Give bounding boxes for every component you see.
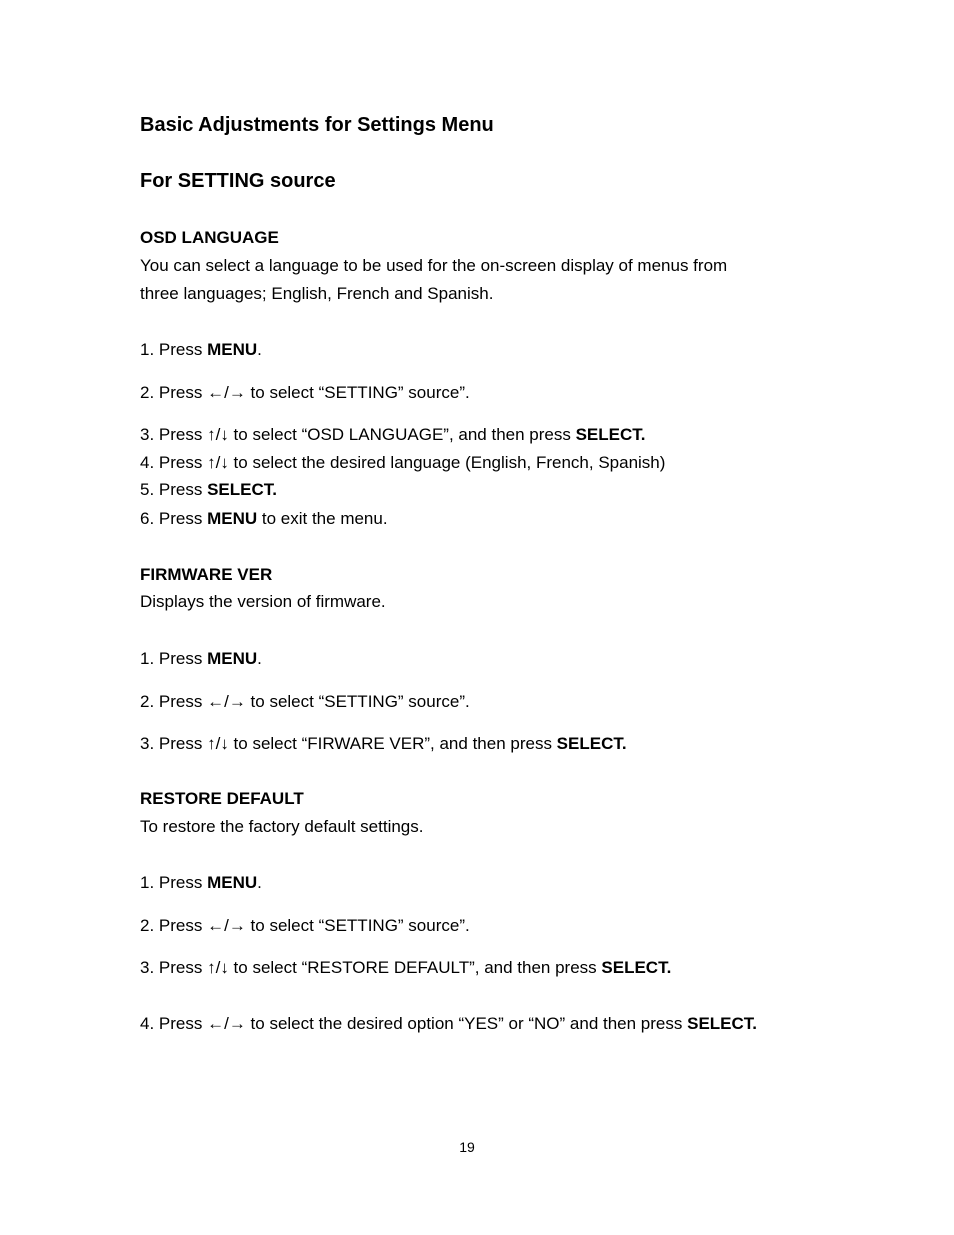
step-text: to select “FIRWARE VER”, and then press bbox=[228, 734, 557, 753]
step-text: to select “SETTING” source”. bbox=[245, 383, 470, 402]
step-text: 4. Press bbox=[140, 1014, 208, 1033]
step-text: . bbox=[257, 873, 262, 892]
step-text: 2. Press bbox=[140, 383, 208, 402]
osd-step-3 bbox=[140, 425, 645, 445]
step-key: SELECT. bbox=[575, 425, 646, 444]
restore-default-heading: RESTORE DEFAULT bbox=[140, 789, 304, 808]
step-key: MENU bbox=[207, 873, 258, 892]
section-subtitle: For SETTING source bbox=[140, 170, 336, 192]
step-text: 3. Press bbox=[140, 425, 208, 444]
step-text: to select the desired option “YES” or “NO” and then press bbox=[245, 1014, 688, 1033]
up-down-arrow-icon: ↑/↓ bbox=[207, 425, 229, 444]
left-right-arrow-icon: ←/→ bbox=[207, 692, 246, 711]
osd-language-desc-line1: You can select a language to be used for the on-screen display of menus from bbox=[140, 256, 728, 275]
step-text: to select “SETTING” source”. bbox=[245, 916, 470, 935]
osd-language-heading: OSD LANGUAGE bbox=[140, 228, 279, 247]
step-key: SELECT. bbox=[556, 734, 627, 753]
step-text: to select “OSD LANGUAGE”, and then press bbox=[228, 425, 576, 444]
up-down-arrow-icon: ↑/↓ bbox=[207, 734, 229, 753]
step-key: MENU bbox=[207, 649, 258, 668]
step-key: SELECT. bbox=[601, 958, 672, 977]
step-text: 5. Press bbox=[140, 480, 208, 499]
step-text: 6. Press bbox=[140, 509, 208, 528]
step-key: MENU bbox=[207, 509, 258, 528]
osd-step-5 bbox=[140, 480, 277, 500]
osd-step-1 bbox=[140, 340, 262, 360]
step-text: to exit the menu. bbox=[257, 509, 388, 528]
step-text: 3. Press bbox=[140, 958, 208, 977]
step-text: 3. Press bbox=[140, 734, 208, 753]
left-right-arrow-icon: ←/→ bbox=[207, 1014, 246, 1033]
osd-step-6 bbox=[140, 509, 388, 529]
firmware-step-2 bbox=[140, 692, 470, 712]
restore-step-3 bbox=[140, 958, 671, 978]
up-down-arrow-icon: ↑/↓ bbox=[207, 453, 229, 472]
up-down-arrow-icon: ↑/↓ bbox=[207, 958, 229, 977]
step-text: . bbox=[257, 340, 262, 359]
firmware-step-3 bbox=[140, 734, 627, 754]
firmware-ver-desc: Displays the version of firmware. bbox=[140, 592, 386, 611]
osd-step-4 bbox=[140, 453, 665, 473]
restore-default-desc: To restore the factory default settings. bbox=[140, 817, 424, 836]
step-text: to select “RESTORE DEFAULT”, and then press bbox=[228, 958, 602, 977]
left-right-arrow-icon: ←/→ bbox=[207, 383, 246, 402]
step-text: to select the desired language (English, French, Spanish) bbox=[228, 453, 666, 472]
restore-step-2 bbox=[140, 916, 470, 936]
step-text: 4. Press bbox=[140, 453, 208, 472]
step-text: to select “SETTING” source”. bbox=[245, 692, 470, 711]
page-title: Basic Adjustments for Settings Menu bbox=[140, 114, 494, 136]
step-key: MENU bbox=[207, 340, 258, 359]
osd-language-desc-line2: three languages; English, French and Spanish. bbox=[140, 284, 494, 303]
step-text: 1. Press bbox=[140, 873, 208, 892]
step-text: 1. Press bbox=[140, 649, 208, 668]
step-text: 2. Press bbox=[140, 692, 208, 711]
step-key: SELECT. bbox=[687, 1014, 758, 1033]
step-text: . bbox=[257, 649, 262, 668]
restore-step-1 bbox=[140, 873, 262, 893]
restore-step-4 bbox=[140, 1014, 757, 1034]
step-text: 2. Press bbox=[140, 916, 208, 935]
firmware-ver-heading: FIRMWARE VER bbox=[140, 565, 273, 584]
step-text: 1. Press bbox=[140, 340, 208, 359]
left-right-arrow-icon: ←/→ bbox=[207, 916, 246, 935]
osd-step-2 bbox=[140, 383, 470, 403]
step-key: SELECT. bbox=[207, 480, 277, 499]
page-number: 19 bbox=[459, 1139, 475, 1155]
firmware-step-1 bbox=[140, 649, 262, 669]
